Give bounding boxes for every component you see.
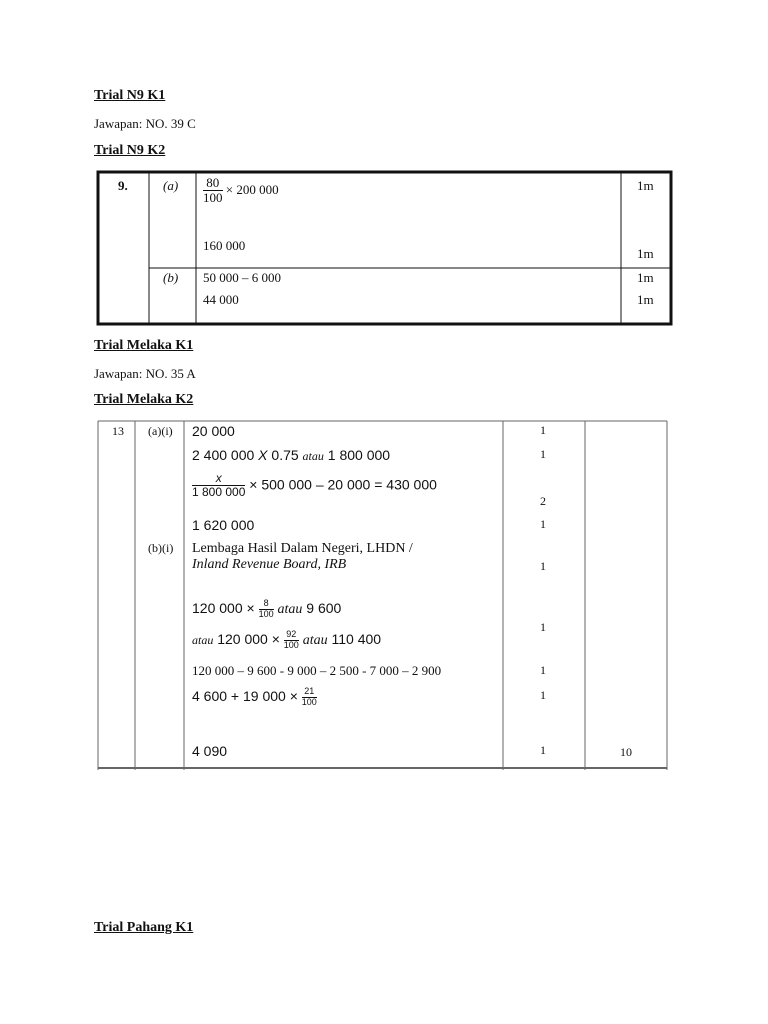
table1-a-denominator: 100	[203, 190, 223, 206]
table2-question-number: 13	[112, 424, 124, 438]
table2-line6-denominator: 100	[258, 608, 274, 619]
table1-mark: 1m	[637, 178, 654, 193]
table2-line7-atau: atau	[192, 633, 214, 648]
table1-a-numerator: 80	[203, 176, 223, 191]
table2-line5a: Lembaga Hasil Dalam Negeri, LHDN /	[192, 541, 413, 556]
table2-line6-end: 9 600	[302, 600, 342, 617]
table2-mark: 2	[540, 494, 546, 508]
heading-melaka-k1: Trial Melaka K1	[94, 338, 194, 353]
table2-mark: 1	[540, 663, 546, 677]
table2-mark: 1	[540, 423, 546, 437]
table1-part-a: (a)	[163, 178, 179, 193]
table2-line2-x: X	[258, 447, 268, 463]
table2-line9-numerator: 21	[302, 687, 317, 698]
table1-a-expression: × 200 000	[225, 181, 279, 197]
table2-line6	[192, 599, 341, 620]
table2-line7-numerator: 92	[284, 630, 299, 641]
table2-line4: 1 620 000	[192, 517, 255, 533]
table2-mark: 1	[540, 447, 546, 461]
heading-n9-k1: Trial N9 K1	[94, 88, 166, 103]
table2-line3-rest: × 500 000 – 20 000 = 430 000	[249, 476, 437, 493]
table2-line2	[192, 447, 390, 464]
table1-part-b: (b)	[163, 270, 179, 285]
table2-total: 10	[620, 745, 632, 759]
table2-line3	[192, 472, 437, 499]
heading-pahang-k1: Trial Pahang K1	[94, 920, 194, 935]
table2-mark: 1	[540, 743, 546, 757]
table2-line3-denominator: 1 800 000	[192, 485, 246, 500]
table1-b-line1: 50 000 – 6 000	[203, 270, 281, 285]
table2-line7-atau2: atau	[302, 633, 328, 649]
table2-line8: 120 000 – 9 600 - 9 000 – 2 500 - 7 000 – 2 900	[192, 663, 442, 678]
table2-line9-denominator: 100	[301, 696, 317, 707]
table2-line2-pre: 2 400 000	[192, 447, 259, 463]
answer-n9-k1: Jawapan: NO. 39 C	[94, 116, 196, 131]
table2-line2-atau: atau	[302, 449, 324, 463]
heading-n9-k2: Trial N9 K2	[94, 143, 166, 158]
table2-line2-post: 0.75	[267, 447, 303, 463]
table2-mark: 1	[540, 688, 546, 702]
table1-mark: 1m	[637, 246, 654, 261]
table1-b-line2: 44 000	[203, 292, 239, 307]
table2-line1: 20 000	[192, 423, 235, 439]
table2-line5b: Inland Revenue Board, IRB	[192, 557, 347, 572]
table2-line6-pre: 120 000 ×	[192, 600, 255, 617]
table2-part-a: (a)(i)	[148, 424, 173, 438]
table2-line9	[192, 687, 317, 708]
answer-melaka-k1: Jawapan: NO. 35 A	[94, 366, 196, 381]
table2-line9-pre: 4 600 + 19 000 ×	[192, 688, 298, 705]
table2-mark: 1	[540, 559, 546, 573]
table2-line7-denominator: 100	[283, 639, 299, 650]
table2-line7-end: 110 400	[327, 631, 382, 648]
table2-part-b: (b)(i)	[148, 541, 174, 555]
table1-a-result: 160 000	[203, 238, 246, 253]
table2-line10: 4 090	[192, 743, 228, 759]
table2-mark: 1	[540, 517, 546, 531]
table2-line6-atau: atau	[277, 602, 303, 618]
table2-line6-numerator: 8	[259, 599, 274, 610]
table2-line3-numerator: x	[215, 471, 222, 485]
table2-line2-end: 1 800 000	[323, 447, 391, 463]
table2-line7	[192, 630, 381, 651]
heading-melaka-k2: Trial Melaka K2	[94, 392, 194, 407]
table1-mark: 1m	[637, 292, 654, 307]
table1-mark: 1m	[637, 270, 654, 285]
table2-line7-pre: 120 000 ×	[213, 631, 280, 648]
table2-mark: 1	[540, 620, 546, 634]
table1-question-number: 9.	[118, 178, 128, 193]
